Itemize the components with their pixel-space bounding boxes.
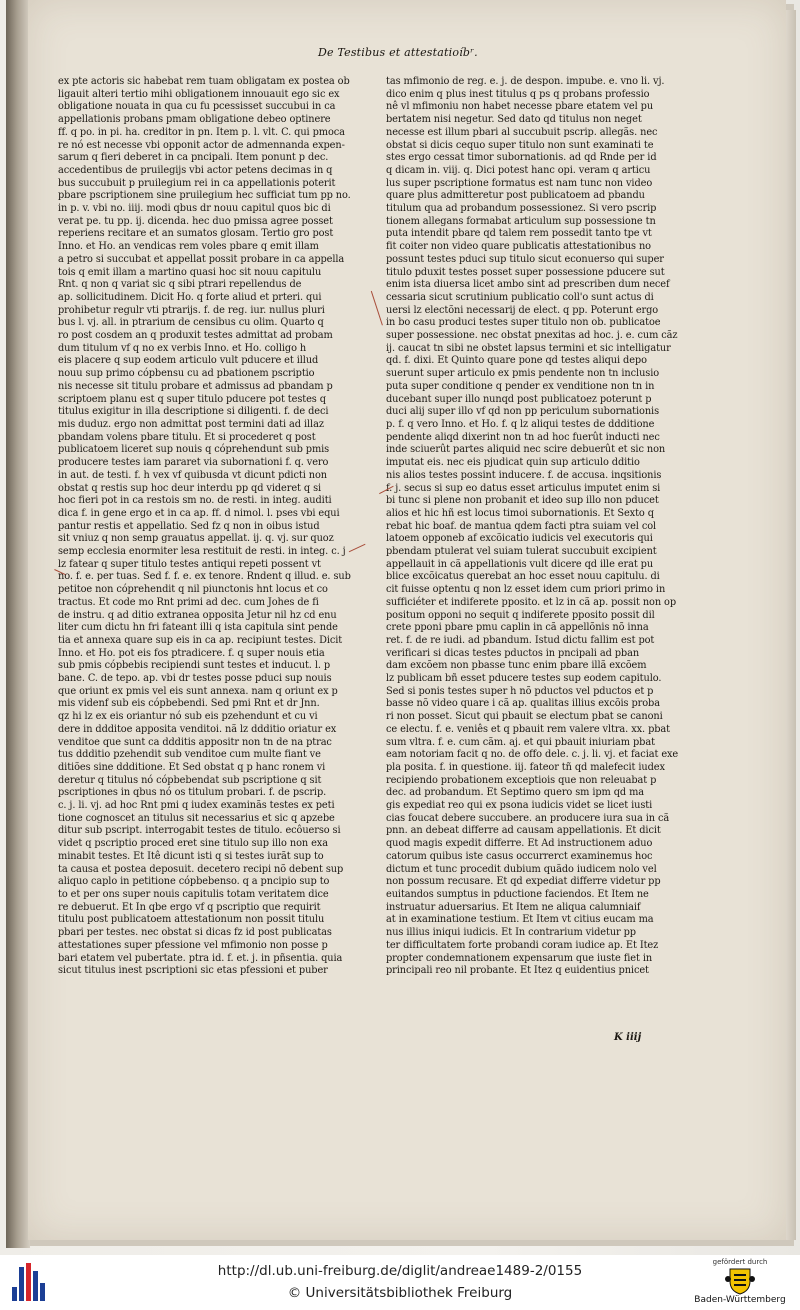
text-line: sicut titulus inest pscriptioni sic etas pfessioni et puber [58,965,328,977]
text-line: titulum qua ad probandum possessionez. Si vero pscrip [386,203,657,215]
text-line: verificari si dicas testes pductos in pncipali ad pban [386,647,640,659]
text-line: suerunt super articulo ex pmis pendente non tn inclusio [386,368,660,380]
text-line: basse nõ video quare i cã ap. qualitas illius excõis proba [386,698,660,710]
text-line: reperiens recitare et an sumatos glosam. Tertio gro post [58,228,334,240]
funding-region: Baden-Württemberg [694,1295,786,1305]
text-line: deretur q titulus nó cópbebendat sub pscriptione q sit [58,774,322,786]
text-line: appellationis probans pmam obligatione debeo optinere [58,114,331,126]
baden-wuerttemberg-crest-icon [724,1267,756,1295]
text-line: uersi lz electõni necessarij de elect. q pp. Poterunt ergo [386,304,659,316]
text-line: pbari per testes. nec obstat si dicas fz id post publicatas [58,927,332,939]
text-line: lus super pscriptione formatus est nam tunc non video [386,177,653,189]
text-line: qd. f. dixi. Et Quinto quare pone qd testes aliqui depo [386,355,647,367]
text-line: tione cognoscet an titulus sit necessarius et sic q apzebe [58,812,335,824]
text-line: de instru. q ad ditio extranea opposita Jetur nil hz cd enu [58,609,337,621]
text-line: dam excõem non pbasse tunc enim pbare illã excõem [386,660,647,672]
text-line: p. f. q vero Inno. et Ho. f. q lz aliqui testes de ddditione [386,418,655,430]
text-line: in bo casu produci testes super titulo non ob. publicatoe [386,317,661,329]
text-line: semp ecclesia enormiter lesa restituit de resti. in integ. c. j [58,546,346,558]
text-line: q dicam in. viij. q. Dici potest hanc opi. veram q articu [386,164,651,176]
text-line: qz hi lz ex eis oriantur nó sub eis pzehendunt et cu vi [58,711,318,723]
text-line: fit coiter non video quare publicatis attestationibus no [386,241,651,253]
text-line: pantur restis et appellatio. Sed fz q non in oibus istud [58,520,320,532]
text-line: obligatione nouata in qua cu fu pcessisset succubui in ca [58,101,336,113]
text-line: ter difficultatem forte probandi coram iudice ap. Et Itez [386,939,659,951]
text-line: accedentibus de pruilegijs vbi actor petens decimas in q [58,164,333,176]
text-line: prohibetur regulr vti ptrarijs. f. de reg. iur. nullus pluri [58,304,325,316]
text-line: petitoe non cóprehendit q nil piunctonis hnt locus et co [58,584,328,596]
text-line: mis videnf sub eis cópbebendi. Sed pmi Rnt et dr Jnn. [58,698,320,710]
text-line: inde sciuerût partes aliquid nec scire debuerût et sic non [386,444,666,456]
text-line: tractus. Et code mo Rnt primi ad dec. cum Johes de fi [58,596,319,608]
text-line: liter cum dictu hn fri fateant illi q ista capitula sint pende [58,622,338,634]
text-line: pnn. an debeat differre ad causam appellationis. Et dicit [386,825,661,837]
text-line: eam notoriam facit q no. de offo dele. c. j. li. vj. et faciat exe [386,749,679,761]
text-line: dictum et tunc procedit dubium quãdo iudicem nolo vel [386,863,657,875]
text-line: puta intendit pbare qd talem rem possedit tanto tpe vt [386,228,652,240]
text-line: ligauit alteri tertio mihi obligationem innouauit ego sic ex [58,88,340,100]
text-line: Sed si ponis testes super h nõ pductos vel pductos et p [386,685,654,697]
text-line: nouu sup primo cópbensu cu ad pbationem pscriptio [58,368,315,380]
text-line: titulus exigitur in illa descriptione si diligenti. f. de deci [58,406,329,418]
text-line: possunt testes pduci sup titulo sicut econuerso qui super [386,253,664,265]
text-line: to et per ons super nouis capitulis totam veritatem dice [58,889,329,900]
text-column-right [386,76,679,1036]
text-line: bane. C. de tepo. ap. vbi dr testes posse pduci sup nouis [58,673,332,685]
text-line: dec. ad probandum. Et Septimo quero sm ipm qd ma [386,787,645,799]
text-line: nê vl mfimoniu non habet necesse pbare etatem vel pu [386,101,654,113]
text-line: tus ddditio pzehendit sub venditoe cum multe fiant ve [58,749,321,761]
text-column-left [58,76,351,1056]
text-line: pscriptiones in qbus nó os titulum probari. f. de pscrip. [58,787,327,799]
text-line: alios et hic hñ est locus timoi subornationis. Et Sexto q [386,507,654,519]
text-line: tas mfimonio de reg. e. j. de despon. impube. e. vno li. vj. [386,76,665,87]
text-line: Inno. et Ho. pot eis fos ptradicere. f. q super nouis etia [58,647,325,659]
text-line: pla posita. f. in questione. iij. fateor tñ qd malefecit iudex [386,761,665,773]
text-line: venditoe que sunt ca ddditis appositr non tn de na ptrac [58,736,332,748]
text-line: obstat si dicis cequo super titulo non sunt examinati te [386,139,654,151]
text-line: nis alios testes possint inducere. f. de accusa. inqsitionis [386,469,662,481]
text-line: Inno. et Ho. an vendicas rem voles pbare q emit illam [58,241,319,253]
running-head: De Testibus et attestatioíbʳ. [318,46,478,59]
text-line: ro post cosdem an q produxit testes admittat ad probam [58,330,333,342]
text-line: pbandam volens pbare titulu. Et si procederet q post [58,431,316,443]
text-line: ri non posset. Sicut qui pbauit se electum pbat se canoni [386,711,663,723]
text-line: ta causa et postea deposuit. decetero recipi nõ debent sup [58,863,344,875]
text-line: ducebant super illo nunqd post publicatoez poterunt p [386,393,652,405]
text-line: cias foucat debere succubere. an producere iura sua in cã [386,812,670,824]
ub-freiburg-logo-icon [8,1261,52,1305]
text-line: re nó est necesse vbi opponit actor de admennanda expen- [58,139,345,151]
text-line: sufficiéter et indiferete pposito. et lz in cã ap. possit non op [386,596,677,608]
text-line: positum opponi no sequit q indiferete pposito possit dil [386,609,655,621]
viewer-footer [0,1255,800,1310]
text-line: sarum q fieri deberet in ca pncipali. Item ponunt p dec. [58,152,329,164]
text-line: super possessione. nec obstat pnexitas ad hoc. j. e. cum cãz [386,330,678,342]
text-line: non possum recusare. Et qd expediat differre videtur pp [386,876,661,888]
text-line: euitandos sumptus in pductione faciendos. Et Item ne [386,889,649,900]
text-line: sum vltra. f. e. cum cãm. aj. et qui pbauit iniuriam pbat [386,736,655,748]
text-line: titulu post publicatoem attestationum non possit titulu [58,914,325,926]
text-line: obstat q restis sup hoc deur interdu pp qd videret q si [58,482,322,494]
text-line: quod magis expedit differre. Et Ad instructionem aduo [386,838,653,850]
text-line: latoem opponeb af excõicatio iudicis vel executoris qui [386,533,653,545]
text-line: ij. caucat tn sibi ne obstet lapsus termini et sic intelligatur [386,342,671,354]
text-line: ce electu. f. e. veniês et q pbauit rem valere vltra. xx. pbat [386,723,670,735]
text-line: bari etatem vel pubertate. ptra id. f. et. j. in pñsentia. quia [58,952,343,964]
text-line: a petro si succubat et appellat possit probare in ca appella [58,253,345,265]
text-line: gis expediat reo qui ex psona iudicis videt se licet iusti [386,800,653,812]
text-line: appellauit in cã appellationis vult dicere qd ille erat pu [386,558,654,570]
text-line: bertatem nisi negetur. Sed dato qd titulus non neget [386,114,642,126]
text-line: imputat eis. nec eis pjudicat quin sup articulo dditio [386,457,640,469]
text-line: dere in ddditoe apposita venditoi. nã lz ddditio oriatur ex [58,723,337,735]
text-line: no. f. e. per tuas. Sed f. f. e. ex tenore. Rndent q illud. e. sub [58,571,351,583]
funding-label: gefördert durch [712,1258,768,1266]
text-line: re debuerut. Et In qbe ergo vf q pscriptio que requirit [58,901,321,913]
text-line: blice excõicatus querebat an hoc esset nouu capitulu. di [386,571,660,583]
text-line: sit vniuz q non semp grauatus appellat. ij. q. vj. sur quoz [58,533,334,545]
text-line: rebat hic boaf. de mantua qdem facti ptra suiam vel col [386,520,657,532]
copyright-notice: © Universitätsbibliothek Freiburg [287,1285,513,1301]
text-line: tois q emit illam a martino quasi hoc sit nouu capitulu [58,266,322,278]
text-line: ditiões sine ddditione. Et Sed obstat q p hanc ronem vi [58,761,326,773]
text-line: dico enim q plus inest titulus q ps q probans professio [386,88,650,100]
text-line: scriptoem planu est q super titulo pducere pot testes q [58,393,326,405]
text-line: bi tunc si plene non probanit et ideo sup illo non pducet [386,495,659,507]
text-line: pbendam ptulerat vel suiam tulerat succubuit excipient [386,546,657,558]
text-line: puta super conditione q pender ex venditione non tn in [386,380,655,392]
text-line: ff. q po. in pi. ha. creditor in pn. Item p. l. vlt. C. qui pmoca [58,126,345,138]
marginal-pen-mark [345,535,366,553]
text-line: necesse est illum pbari al succubuit pscrip. allegãs. nec [386,126,658,138]
page-gutter [6,0,30,1248]
text-line: videt q pscriptio proced eret sine titulo sup illo non exa [58,838,328,850]
text-line: in aut. de testi. f. h vex vf quibusda vt dicunt pdicti non [58,469,327,481]
text-line: sub pmis cópbebis recipiendi sunt testes et inducut. l. p [58,660,331,672]
text-line: cit fuisse optentu q non lz esset idem cum priori primo in [386,584,666,596]
text-line: tionem allegans formabat articulum sup possessione tn [386,215,656,227]
text-line: propter condemnationem expensarum que iuste fiet in [386,952,653,964]
text-line: producere testes iam pararet via subornationi f. q. vero [58,457,329,469]
text-line: catorum quibus iste casus occurrerct examinemus hoc [386,850,653,862]
text-line: hoc fieri pot in ca restois sm no. de resti. in integ. auditi [58,495,332,507]
text-line: recipiendo probationem exceptiois que non releuabat p [386,774,657,786]
signature-mark: K iiij [614,1032,642,1043]
text-line: lz publicam bñ esset pducere testes sup eodem capitulo. [386,673,662,685]
text-line: tia et annexa quare sup eis in ca ap. recipiunt testes. Dicit [58,634,343,646]
text-line: duci alij super illo vf qd non pp periculum subornationis [386,406,660,418]
text-line: crete pponi pbare pmu caplin in cã appellõnis nõ inna [386,622,649,634]
text-line: bus succubuit p pruilegium rei in ca appellationis poterit [58,177,336,189]
text-line: instruatur aduersarius. Et Item ne aliqua calumniaif [386,901,641,913]
text-line: mis duduz. ergo non admittat post termini dati ad illaz [58,418,324,430]
text-line: pendente aliqd dixerint non tn ad hoc fuerût inducti nec [386,431,660,443]
document-url-link[interactable]: http://dl.ub.uni-freiburg.de/diglit/andreae1489-2/0155 [217,1263,583,1279]
text-line: que oriunt ex pmis vel eis sunt annexa. nam q oriunt ex p [58,685,338,697]
text-line: enim ista diuersa licet ambo sint ad prescriben dum necef [386,279,670,291]
text-line: minabit testes. Et Itê dicunt isti q si testes iurãt sup to [58,850,324,862]
text-line: f. j. secus si sup eo datus esset articulus imputet enim si [386,482,661,494]
text-line: aliquo caplo in petitione cópbebenso. q a pncipio sup to [58,876,330,888]
text-line: nis necesse sit titulu probare et admissus ad pbandam p [58,380,333,392]
text-line: cessaria sicut scrutinium publicatio coll'o sunt actus di [386,291,654,303]
text-line: titulo pduxit testes posset super possessione pducere sut [386,266,665,278]
text-line: stes ergo cessat timor subornationis. ad qd Rnde per id [386,152,657,164]
text-line: ap. sollicitudinem. Dicit Ho. q forte aliud et prteri. qui [58,291,322,303]
text-line: ex pte actoris sic habebat rem tuam obligatam ex postea ob [58,76,350,87]
text-line: ditur sub pscript. interrogabit testes de titulo. ecôuerso si [58,825,341,837]
text-line: c. j. li. vj. ad hoc Rnt pmi q iudex examinãs testes ex peti [58,800,335,812]
text-line: at in examinatione testium. Et Item vt citius eucam ma [386,914,654,926]
text-line: verat pe. tu pp. ij. dicenda. hec duo pmissa agree posset [58,215,333,227]
text-line: dum titulum vf q no ex verbis Inno. et Ho. colligo h [58,342,307,354]
manuscript-page [28,0,786,1240]
text-line: lz fatear q super titulo testes antiqui repeti possent vt [58,558,321,570]
text-line: attestationes super pfessione vel mfimonio non posse p [58,939,328,951]
text-line: nus illius iniqui iudicis. Et In contrarium videtur pp [386,927,636,939]
text-line: pbare pscriptionem sine pruilegium hec sufficiat tum pp no. [58,190,351,202]
text-line: in p. v. vbi no. iiij. modi qbus dr nouu capitul quos bic di [58,203,331,215]
text-line: ret. f. de re iudi. ad pbandum. Istud dictu fallim est pot [386,634,655,646]
text-line: publicatoem liceret sup nouis q cóprehendunt sub pmis [58,444,330,456]
text-line: eis placere q sup eodem articulo vult pducere et illud [58,355,319,367]
text-line: quare plus admitteretur post publicatoem ad pbandu [386,190,645,202]
text-line: dica f. in gene ergo et in ca ap. ff. d nimol. l. pses vbi equi [58,507,340,519]
text-line: Rnt. q non q variat sic q sibi ptrari repellendus de [58,279,302,291]
text-line: principali reo nil probante. Et Itez q euidentius pnicet [386,965,649,977]
text-line: bus l. vj. all. in ptrarium de censibus cu olim. Quarto q [58,317,324,329]
